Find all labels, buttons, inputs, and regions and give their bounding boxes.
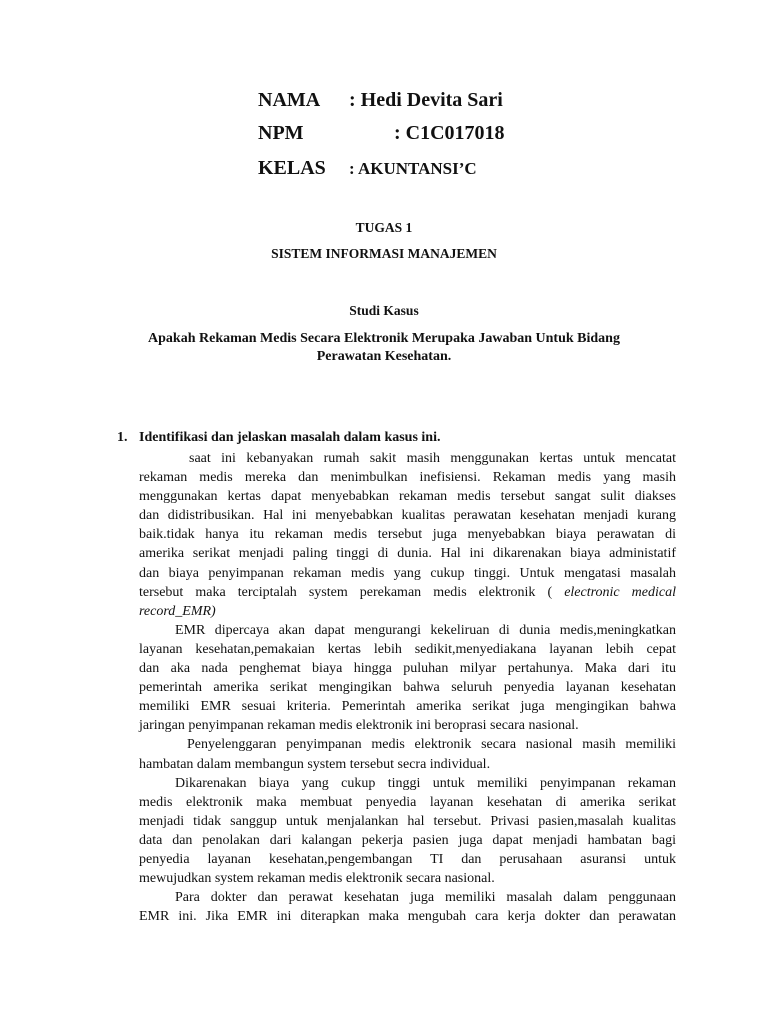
name-label: NAMA <box>258 89 321 111</box>
npm-value: : C1C017018 <box>394 122 505 144</box>
answer-line: pemerintah amerika serikat mengingikan bahwa seluruh penyedia layanan kesehatan <box>139 680 676 696</box>
class-value: : AKUNTANSI’C <box>349 159 477 178</box>
answer-body <box>139 449 676 926</box>
answer-line: dan didistribusikan. Hal ini menyebabkan kualitas perawatan kesehatan menjadi kurang <box>139 508 676 524</box>
answer-line <box>139 583 676 602</box>
answer-line: amerika serikat menjadi paling tinggi di dunia. Hal ini dikarenakan biaya administatif <box>139 546 676 562</box>
answer-line: Dikarenakan biaya yang cukup tinggi untuk memiliki penyimpanan rekaman <box>175 775 676 791</box>
answer-line: saat ini kebanyakan rumah sakit masih menggunakan kertas untuk mencatat <box>189 451 676 466</box>
answer-line: dan aka nada penghemat biaya hingga puluhan milyar pertahunya. Maka dari itu <box>139 661 676 677</box>
question-text: Identifikasi dan jelaskan masalah dalam kasus ini. <box>139 430 441 445</box>
answer-line: penyedia layanan kesehatan,pengembangan TI dan perusahaan asuransi untuk <box>139 851 676 867</box>
answer-line: memiliki EMR sesuai kriteria. Pemerintah amerika serikat juga mengingikan bahwa <box>139 699 676 715</box>
assignment-title: TUGAS 1 <box>355 220 413 235</box>
answer-line: Penyelenggaran penyimpanan medis elektronik secara nasional masih memiliki <box>187 737 676 753</box>
course-title: SISTEM INFORMASI MANAJEMEN <box>271 246 497 261</box>
answer-line: EMR ini. Jika EMR ini diterapkan maka mengubah cara kerja dokter dan perawatan <box>139 909 676 925</box>
name-row <box>258 89 503 112</box>
answer-line: EMR dipercaya akan dapat mengurangi kekeliruan di dunia medis,meningkatkan <box>175 622 676 638</box>
answer-line: rekaman medis mereka dan menimbulkan inefisiensi. Rekaman medis yang masih <box>139 470 676 486</box>
answer-line: mewujudkan system rekaman medis elektronik secara nasional. <box>139 871 495 887</box>
case-title-line1: Apakah Rekaman Medis Secara Elektronik Merupaka Jawaban Untuk Bidang <box>148 331 620 346</box>
question-number: 1. <box>117 430 128 445</box>
answer-line: menggunakan kertas dapat menyebabkan rekaman medis tersebut sangat sulit diakses <box>139 489 676 505</box>
answer-line: jaringan penyimpanan rekaman medis elektronik ini beroprasi secara nasional. <box>139 718 579 734</box>
npm-row <box>258 122 505 145</box>
case-study-label: Studi Kasus <box>349 303 419 318</box>
answer-line: Para dokter dan perawat kesehatan juga memiliki masalah dalam penggunaan <box>175 890 676 906</box>
answer-line: baik.tidak hanya itu rekaman medis tersebut juga menyebabkan biaya perawatan di <box>139 527 676 543</box>
question-heading <box>117 430 440 446</box>
answer-line: hambatan dalam membangun system tersebut secra individual. <box>139 756 491 772</box>
answer-line: menjadi tidak sanggup untuk menjalankan hal tersebut. Privasi pasien,masalah kualitas <box>139 813 676 829</box>
class-label: KELAS <box>258 157 326 179</box>
answer-line: medis elektronik maka membuat penyedia layanan kesehatan di amerika serikat <box>139 794 676 810</box>
answer-line: dan biaya penyimpanan rekaman medis yang cukup tinggi. Untuk mengatasi masalah <box>139 565 676 581</box>
case-title-line2: Perawatan Kesehatan. <box>316 349 452 364</box>
class-row <box>258 157 477 180</box>
answer-line-part: tersebut maka terciptalah system perekaman medis elektronik ( <box>139 584 553 600</box>
answer-line-italic: record_EMR) <box>139 603 216 619</box>
answer-line-italic: electronic medical <box>564 584 676 600</box>
answer-line: layanan kesehatan,pemakaian kertas lebih sedikit,menyediakana layanan lebih cepat <box>139 641 676 657</box>
npm-label: NPM <box>258 122 304 144</box>
answer-line <box>139 602 676 621</box>
answer-line: data dan penolakan dari kalangan pekerja pasien juga dapat menjadi hambatan bagi <box>139 832 676 848</box>
name-value: : Hedi Devita Sari <box>349 89 503 111</box>
